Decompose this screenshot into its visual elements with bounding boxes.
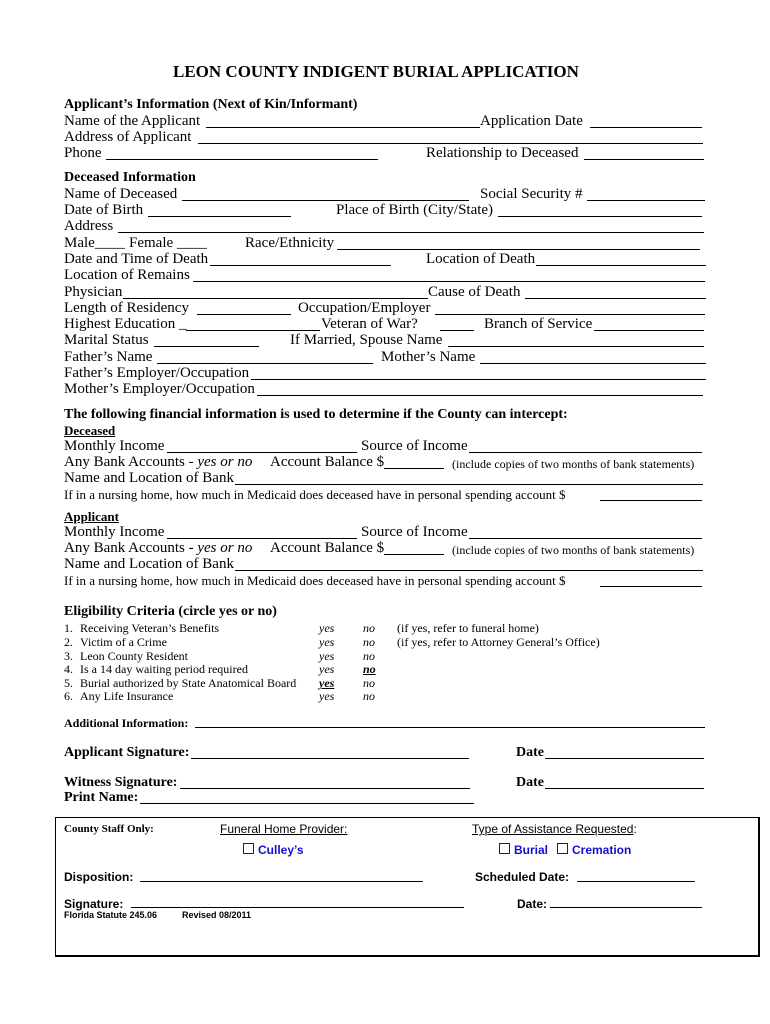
deceased-name-label: Name of Deceased bbox=[64, 186, 178, 202]
witness-date-field[interactable] bbox=[545, 788, 704, 789]
deceased-nursing-home-label: If in a nursing home, how much in Medicaid does deceased have in personal spending account $ bbox=[64, 487, 566, 502]
pob-field[interactable] bbox=[498, 216, 702, 217]
disposition-label: Disposition: bbox=[64, 870, 134, 884]
funeral-home-provider-label: Funeral Home Provider: bbox=[220, 822, 348, 836]
eligibility-no-option[interactable]: no bbox=[363, 621, 375, 635]
race-field[interactable] bbox=[337, 249, 700, 250]
marital-status-field[interactable] bbox=[154, 346, 259, 347]
deceased-account-balance-label: Account Balance $ bbox=[270, 454, 385, 470]
applicant-monthly-income-field[interactable] bbox=[167, 538, 357, 539]
staff-signature-label: Signature: bbox=[64, 897, 124, 911]
physician-label: Physician bbox=[64, 284, 123, 300]
witness-signature-field[interactable] bbox=[180, 788, 470, 789]
yes-or-no-text: yes or no bbox=[197, 454, 253, 470]
deceased-financial-subheading: Deceased bbox=[64, 423, 116, 438]
occupation-label: Occupation/Employer bbox=[298, 300, 431, 316]
education-label: Highest Education _ bbox=[64, 316, 187, 332]
eligibility-item-num: 5. bbox=[64, 676, 73, 690]
female-label: Female ____ bbox=[129, 235, 207, 251]
print-name-field[interactable] bbox=[140, 803, 474, 804]
bank-accounts-label: Any Bank Accounts - bbox=[64, 454, 198, 470]
applicant-signature-label: Applicant Signature: bbox=[64, 745, 190, 760]
checkbox-icon[interactable] bbox=[499, 843, 510, 854]
spouse-label: If Married, Spouse Name bbox=[290, 332, 443, 348]
father-name-label: Father’s Name bbox=[64, 349, 153, 365]
remains-location-label: Location of Remains bbox=[64, 267, 190, 283]
applicant-date-field[interactable] bbox=[545, 758, 704, 759]
deceased-statements-note: (include copies of two months of bank statements) bbox=[452, 457, 695, 471]
deceased-bank-accounts bbox=[64, 455, 252, 470]
deceased-address-field[interactable] bbox=[118, 232, 704, 233]
spouse-field[interactable] bbox=[448, 346, 704, 347]
eligibility-yes-option[interactable]: yes bbox=[319, 649, 335, 663]
applicant-phone-label: Phone bbox=[64, 145, 102, 161]
mother-name-label: Mother’s Name bbox=[381, 349, 476, 365]
father-name-field[interactable] bbox=[157, 363, 373, 364]
applicant-info-heading: Applicant’s Information (Next of Kin/Informant) bbox=[64, 97, 358, 112]
additional-info-label: Additional Information: bbox=[64, 716, 189, 730]
eligibility-item-label: Victim of a Crime bbox=[80, 635, 167, 649]
relationship-field[interactable] bbox=[584, 159, 704, 160]
page-title: LEON COUNTY INDIGENT BURIAL APPLICATION bbox=[173, 62, 579, 81]
staff-signature-field[interactable] bbox=[131, 907, 464, 908]
revised-label: Revised 08/2011 bbox=[182, 910, 252, 920]
ssn-field[interactable] bbox=[587, 200, 705, 201]
physician-field[interactable] bbox=[123, 298, 428, 299]
applicant-nursing-home-label: If in a nursing home, how much in Medicaid does deceased have in personal spending account $ bbox=[64, 573, 566, 588]
eligibility-item-label: Receiving Veteran’s Benefits bbox=[80, 621, 220, 635]
pob-label: Place of Birth (City/State) bbox=[336, 202, 494, 218]
county-staff-only-label: County Staff Only: bbox=[64, 823, 154, 835]
cause-of-death-label: Cause of Death bbox=[428, 284, 521, 300]
eligibility-item-label: Leon County Resident bbox=[80, 649, 188, 663]
applicant-nursing-home-field[interactable] bbox=[600, 586, 702, 587]
deceased-address-label: Address bbox=[64, 218, 114, 234]
dob-field[interactable] bbox=[148, 216, 291, 217]
burial-label: Burial bbox=[514, 843, 549, 857]
father-employer-label: Father’s Employer/Occupation bbox=[64, 365, 250, 381]
eligibility-no-option[interactable]: no bbox=[363, 676, 375, 690]
veteran-field[interactable] bbox=[440, 330, 474, 331]
deceased-monthly-income-field[interactable] bbox=[167, 452, 357, 453]
death-datetime-label: Date and Time of Death bbox=[64, 251, 209, 267]
applicant-bank-name-field[interactable] bbox=[235, 570, 703, 571]
eligibility-yes-option[interactable]: yes bbox=[319, 662, 335, 676]
veteran-label: Veteran of War? bbox=[321, 316, 418, 332]
mother-employer-field[interactable] bbox=[257, 395, 703, 396]
staff-date-label: Date: bbox=[517, 897, 548, 911]
eligibility-item-num: 6. bbox=[64, 689, 73, 703]
deceased-bank-name-label: Name and Location of Bank bbox=[64, 470, 234, 486]
branch-label: Branch of Service bbox=[484, 316, 593, 332]
eligibility-no-option[interactable]: no bbox=[363, 689, 375, 703]
assistance-type-colon: : bbox=[633, 822, 637, 836]
eligibility-yes-option[interactable]: yes bbox=[319, 689, 335, 703]
applicant-address-field[interactable] bbox=[198, 143, 703, 144]
mother-employer-label: Mother’s Employer/Occupation bbox=[64, 381, 255, 397]
scheduled-date-label: Scheduled Date: bbox=[475, 870, 570, 884]
funeral-home-option-culleys[interactable] bbox=[243, 843, 304, 856]
assistance-option-burial[interactable] bbox=[499, 843, 548, 856]
residency-label: Length of Residency bbox=[64, 300, 189, 316]
disposition-field[interactable] bbox=[140, 881, 423, 882]
deceased-account-balance-field[interactable] bbox=[384, 468, 444, 469]
death-location-label: Location of Death bbox=[426, 251, 536, 267]
mother-name-field[interactable] bbox=[480, 363, 706, 364]
applicant-phone-field[interactable] bbox=[106, 159, 378, 160]
print-name-label: Print Name: bbox=[64, 790, 139, 805]
eligibility-item-num: 4. bbox=[64, 662, 73, 676]
assistance-type-text: Type of Assistance Requested bbox=[472, 822, 634, 836]
eligibility-yes-option[interactable]: yes bbox=[319, 676, 335, 690]
death-datetime-field[interactable] bbox=[210, 265, 391, 266]
male-label: Male____ bbox=[64, 235, 125, 251]
remains-location-field[interactable] bbox=[193, 281, 705, 282]
applicant-signature-field[interactable] bbox=[191, 758, 469, 759]
residency-field[interactable] bbox=[197, 314, 291, 315]
deceased-source-income-label: Source of Income bbox=[361, 438, 468, 454]
occupation-field[interactable] bbox=[435, 314, 705, 315]
ssn-label: Social Security # bbox=[480, 186, 583, 202]
financial-heading: The following financial information is used to determine if the County can intercept: bbox=[64, 407, 568, 422]
race-label: Race/Ethnicity bbox=[245, 235, 335, 251]
bank-accounts-label: Any Bank Accounts - bbox=[64, 540, 198, 556]
eligibility-no-option[interactable]: no bbox=[363, 649, 375, 663]
eligibility-item-num: 2. bbox=[64, 635, 73, 649]
eligibility-no-option[interactable]: no bbox=[363, 635, 375, 649]
assistance-type-label bbox=[472, 823, 637, 835]
staff-date-field[interactable] bbox=[550, 907, 702, 908]
deceased-monthly-income-label: Monthly Income bbox=[64, 438, 165, 454]
assistance-option-cremation[interactable] bbox=[557, 843, 631, 856]
cremation-label: Cremation bbox=[572, 843, 632, 857]
scheduled-date-field[interactable] bbox=[577, 881, 695, 882]
applicant-name-field[interactable] bbox=[206, 127, 480, 128]
father-employer-field[interactable] bbox=[251, 379, 706, 380]
statute-label: Florida Statute 245.06 bbox=[64, 910, 158, 920]
eligibility-item-label: Burial authorized by State Anatomical Board bbox=[80, 676, 297, 690]
cause-of-death-field[interactable] bbox=[525, 298, 706, 299]
checkbox-icon[interactable] bbox=[557, 843, 568, 854]
eligibility-item-num: 3. bbox=[64, 649, 73, 663]
eligibility-no-option[interactable]: no bbox=[363, 662, 376, 676]
applicant-statements-note: (include copies of two months of bank statements) bbox=[452, 543, 695, 557]
eligibility-item-label: Is a 14 day waiting period required bbox=[80, 662, 248, 676]
deceased-source-income-field[interactable] bbox=[469, 452, 702, 453]
applicant-date-label: Date bbox=[516, 745, 544, 760]
dob-label: Date of Birth bbox=[64, 202, 144, 218]
applicant-monthly-income-label: Monthly Income bbox=[64, 524, 165, 540]
relationship-label: Relationship to Deceased bbox=[426, 145, 579, 161]
applicant-bank-name-label: Name and Location of Bank bbox=[64, 556, 234, 572]
witness-signature-label: Witness Signature: bbox=[64, 775, 178, 790]
deceased-info-heading: Deceased Information bbox=[64, 170, 196, 185]
deceased-bank-name-field[interactable] bbox=[235, 484, 703, 485]
application-date-field[interactable] bbox=[590, 127, 702, 128]
applicant-financial-subheading: Applicant bbox=[64, 509, 119, 524]
applicant-source-income-field[interactable] bbox=[469, 538, 702, 539]
applicant-source-income-label: Source of Income bbox=[361, 524, 468, 540]
eligibility-yes-option[interactable]: yes bbox=[319, 635, 335, 649]
eligibility-item-note: (if yes, refer to Attorney General’s Office) bbox=[397, 635, 600, 649]
witness-date-label: Date bbox=[516, 775, 544, 790]
deceased-nursing-home-field[interactable] bbox=[600, 500, 702, 501]
additional-info-field[interactable] bbox=[195, 727, 705, 728]
eligibility-item-label: Any Life Insurance bbox=[80, 689, 174, 703]
education-field[interactable] bbox=[186, 330, 320, 331]
application-date-label: Application Date bbox=[480, 113, 583, 129]
eligibility-item-num: 1. bbox=[64, 621, 73, 635]
marital-status-label: Marital Status bbox=[64, 332, 149, 348]
yes-or-no-text: yes or no bbox=[197, 540, 253, 556]
deceased-name-field[interactable] bbox=[182, 200, 469, 201]
eligibility-yes-option[interactable]: yes bbox=[319, 621, 335, 635]
applicant-account-balance-label: Account Balance $ bbox=[270, 540, 385, 556]
applicant-bank-accounts bbox=[64, 541, 252, 556]
eligibility-item-note: (if yes, refer to funeral home) bbox=[397, 621, 539, 635]
applicant-account-balance-field[interactable] bbox=[384, 554, 444, 555]
applicant-address-label: Address of Applicant bbox=[64, 129, 192, 145]
culleys-label: Culley’s bbox=[258, 843, 304, 857]
eligibility-heading: Eligibility Criteria (circle yes or no) bbox=[64, 604, 277, 619]
checkbox-icon[interactable] bbox=[243, 843, 254, 854]
county-staff-box bbox=[55, 817, 760, 957]
applicant-name-label: Name of the Applicant bbox=[64, 113, 201, 129]
death-location-field[interactable] bbox=[536, 265, 706, 266]
branch-field[interactable] bbox=[594, 330, 704, 331]
